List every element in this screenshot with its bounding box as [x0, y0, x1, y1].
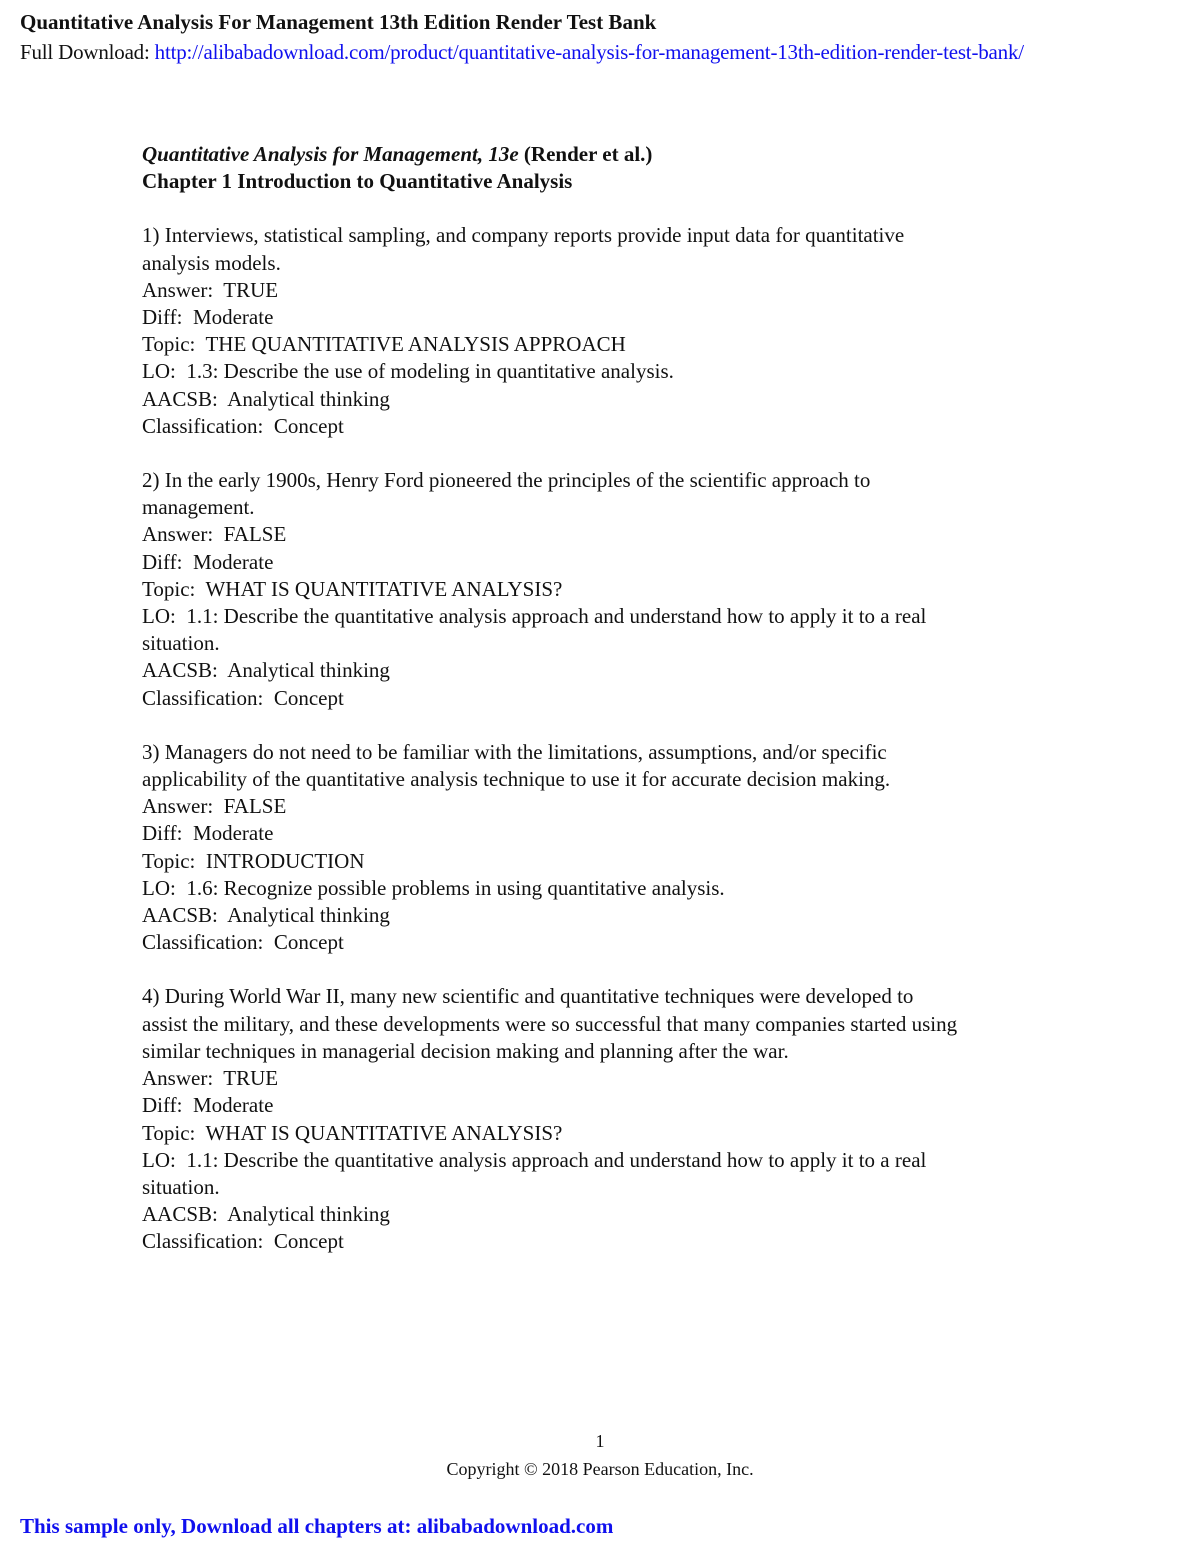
- question-classification: Classification: Concept: [142, 1229, 344, 1254]
- question-answer: Answer: TRUE: [142, 1066, 279, 1091]
- footer-download-banner[interactable]: This sample only, Download all chapters at: alibabadownload.com: [20, 1514, 614, 1538]
- download-link[interactable]: http://alibabadownload.com/product/quantitative-analysis-for-management-13th-edition-render-test-bank/: [154, 40, 1024, 64]
- question-4: [142, 983, 1072, 1255]
- question-text: analysis models.: [142, 250, 281, 275]
- question-3: [142, 739, 1072, 957]
- question-aacsb: AACSB: Analytical thinking: [142, 386, 390, 411]
- question-learning-objective: situation.: [142, 631, 220, 656]
- book-title: Quantitative Analysis for Management, 13e: [142, 142, 519, 166]
- book-authors: (Render et al.): [518, 142, 653, 166]
- page-number: 1: [595, 1431, 605, 1451]
- question-answer: Answer: TRUE: [142, 277, 279, 302]
- question-text: 4) During World War II, many new scientific and quantitative techniques were developed to: [142, 984, 914, 1009]
- question-aacsb: AACSB: Analytical thinking: [142, 1202, 390, 1227]
- question-answer: Answer: FALSE: [142, 522, 287, 547]
- question-text: 3) Managers do not need to be familiar with the limitations, assumptions, and/or specific: [142, 739, 887, 764]
- question-topic: Topic: INTRODUCTION: [142, 848, 365, 873]
- copyright-notice: Copyright © 2018 Pearson Education, Inc.: [446, 1459, 754, 1479]
- document-heading: [142, 141, 1072, 168]
- question-text: management.: [142, 495, 255, 520]
- question-topic: Topic: THE QUANTITATIVE ANALYSIS APPROACH: [142, 332, 626, 357]
- question-answer: Answer: FALSE: [142, 794, 287, 819]
- question-difficulty: Diff: Moderate: [142, 821, 274, 846]
- question-difficulty: Diff: Moderate: [142, 549, 274, 574]
- question-classification: Classification: Concept: [142, 413, 344, 438]
- question-topic: Topic: WHAT IS QUANTITATIVE ANALYSIS?: [142, 576, 563, 601]
- question-difficulty: Diff: Moderate: [142, 1093, 274, 1118]
- download-label: Full Download:: [20, 40, 155, 64]
- question-text: applicability of the quantitative analysis technique to use it for accurate decision making.: [142, 767, 891, 792]
- question-text: similar techniques in managerial decision making and planning after the war.: [142, 1038, 789, 1063]
- question-2: [142, 467, 1072, 712]
- question-topic: Topic: WHAT IS QUANTITATIVE ANALYSIS?: [142, 1120, 563, 1145]
- document-body: [142, 141, 1072, 1283]
- chapter-heading: Chapter 1 Introduction to Quantitative Analysis: [142, 169, 573, 194]
- question-classification: Classification: Concept: [142, 930, 344, 955]
- banner-download-line: [20, 38, 1024, 66]
- question-aacsb: AACSB: Analytical thinking: [142, 658, 390, 683]
- question-text: assist the military, and these developments were so successful that many companies started using: [142, 1011, 958, 1036]
- question-classification: Classification: Concept: [142, 685, 344, 710]
- question-learning-objective: LO: 1.1: Describe the quantitative analysis approach and understand how to apply it to a real: [142, 1147, 927, 1172]
- question-text: 2) In the early 1900s, Henry Ford pioneered the principles of the scientific approach to: [142, 468, 871, 493]
- question-text: 1) Interviews, statistical sampling, and company reports provide input data for quantitative: [142, 223, 905, 248]
- question-learning-objective: LO: 1.3: Describe the use of modeling in quantitative analysis.: [142, 359, 674, 384]
- question-aacsb: AACSB: Analytical thinking: [142, 903, 390, 928]
- question-1: [142, 222, 1072, 440]
- question-learning-objective: LO: 1.1: Describe the quantitative analysis approach and understand how to apply it to a real: [142, 604, 927, 629]
- question-difficulty: Diff: Moderate: [142, 305, 274, 330]
- question-learning-objective: LO: 1.6: Recognize possible problems in using quantitative analysis.: [142, 875, 725, 900]
- question-learning-objective: situation.: [142, 1174, 220, 1199]
- banner-title: Quantitative Analysis For Management 13th Edition Render Test Bank: [20, 10, 657, 34]
